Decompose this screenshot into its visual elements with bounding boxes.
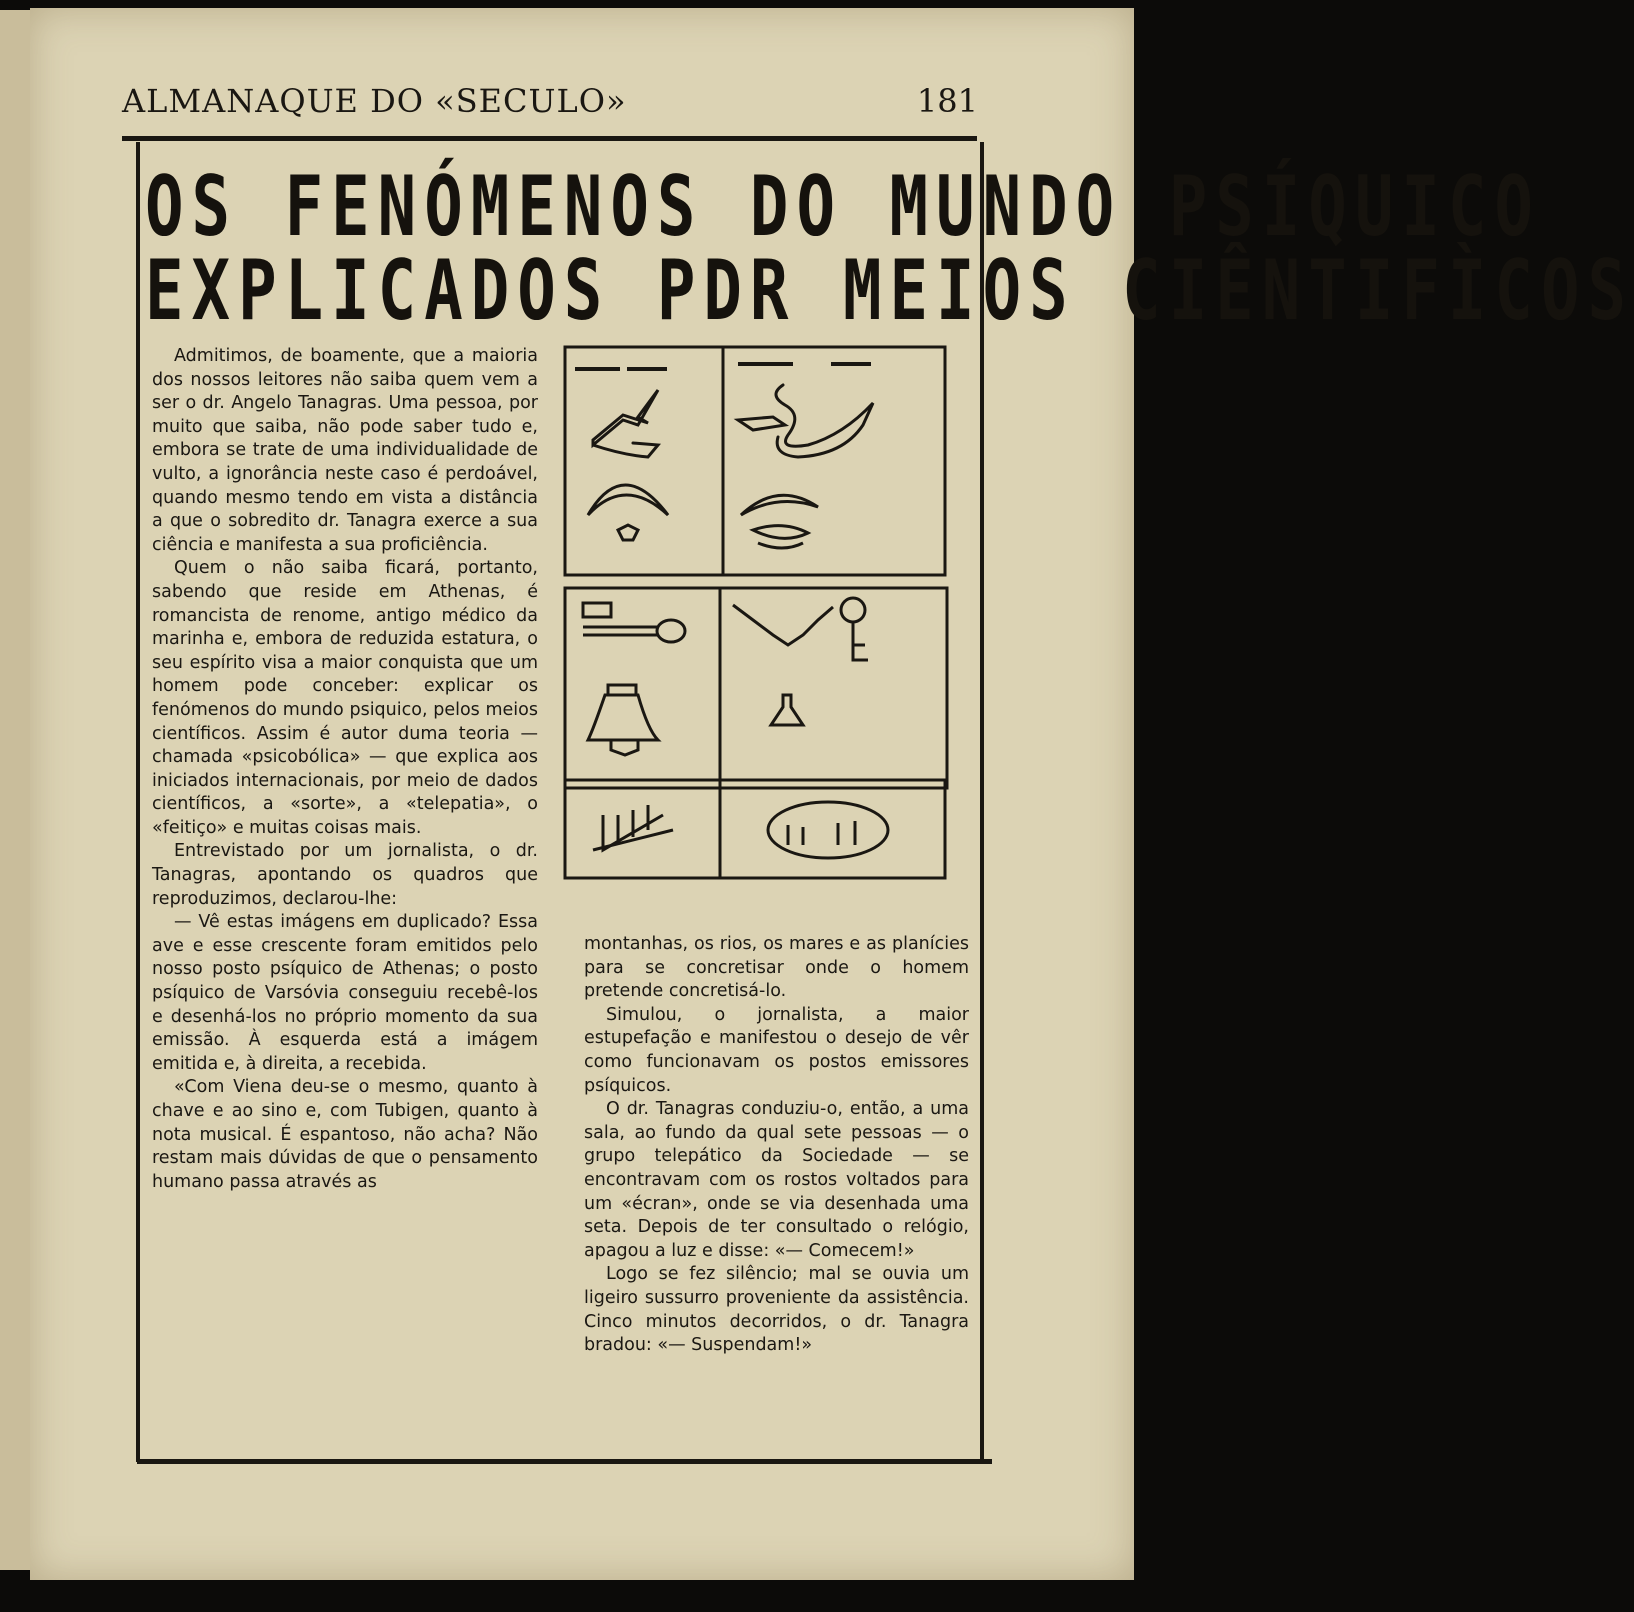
headline-line-1: OS FENÓMENOS DO MUNDO PSÍQUICO <box>145 159 1541 256</box>
crescent-icon <box>588 485 668 540</box>
caption-scribble-icon <box>831 362 871 366</box>
paragraph: Simulou, o jornalista, a maior estupefação e manifestou o desejo de vêr como funcionavam os postos emissores psíquicos. <box>584 1004 969 1096</box>
music-note-received-icon <box>768 802 888 858</box>
music-note-icon <box>593 805 673 850</box>
headline-line-2: EXPLICADOS PDR MEIOS CIÊNTIFÌCOS <box>145 243 1634 340</box>
paragraph: «Com Viena deu-se o mesmo, quanto à chave e ao sino e, com Tubigen, quanto à nota musical. É espantoso, não acha? Não restam mais dúvidas de que o pensamento humano passa através as <box>152 1077 538 1192</box>
paragraph: O dr. Tanagras conduziu-o, então, a uma sala, ao fundo da qual sete pessoas — o grupo telepático da Sociedade — se encontravam com os rostos voltados para um «écran», onde se via desenhada uma seta. Depois de ter consultado o relógio, apagou a luz e disse: «— Comecem!» <box>584 1099 969 1261</box>
paragraph: — Vê estas imágens em duplicado? Essa ave e esse crescente foram emitidos pelo nosso posto psíquico de Athenas; o posto psíquico de Varsóvia conseguiu recebê-los e desenhá-los no próprio momento da sua emissão. À esquerda está a imágem emitida e, à direita, a recebida. <box>152 912 538 1074</box>
caption-scribble-icon <box>738 362 793 366</box>
bottom-rule <box>137 1459 992 1464</box>
telepathy-drawings-figure <box>563 345 958 890</box>
page-number: 181 <box>916 82 978 120</box>
swan-icon <box>738 385 873 457</box>
key-icon <box>583 603 685 642</box>
crescent-received-icon <box>741 495 818 548</box>
paragraph: Logo se fez silêncio; mal se ouvia um ligeiro sussurro proveniente da assistência. Cinco minutos decorridos, o dr. Tanagra bradou: «— Suspendam!» <box>584 1264 969 1356</box>
paragraph: Admitimos, de boamente, que a maioria dos nossos leitores não saiba quem vem a ser o dr. Angelo Tanagras. Uma pessoa, por muito que saiba, não pode saber tudo e, embora se trate de uma individualidade de vulto, a ignorância neste caso é perdoável, quando mesmo tendo em vista a distância a que o sobredito dr. Tanagra exerce a sua ciência e manifesta a sua proficiência. <box>152 346 538 555</box>
star-icon <box>618 525 638 540</box>
left-column <box>152 345 538 1194</box>
facing-page-edge <box>0 10 30 1570</box>
key-chain-icon <box>733 598 868 660</box>
top-rule <box>122 136 977 141</box>
right-column <box>584 933 969 1358</box>
caption-scribble-icon <box>575 367 620 371</box>
drawings-illustration <box>563 345 958 890</box>
bell-received-icon <box>771 695 803 725</box>
running-header <box>122 82 978 122</box>
paragraph: montanhas, os rios, os mares e as planícies para se concretisar onde o homem pretende concretisá-lo. <box>584 934 969 1002</box>
bird-icon <box>593 390 658 457</box>
paragraph: Quem o não saiba ficará, portanto, sabendo que reside em Athenas, é romancista de renome, antigo médico da marinha e, embora de reduzida estatura, o seu espírito visa a maior conquista que um homem pode conceber: explicar os fenómenos do mundo psiquico, pelos meios científicos. Assim é autor duma teoria — chamada «psicobólica» — que explica aos iniciados internacionais, por meio de dados científicos, a «sorte», a «telepatia», o «feitiço» e muitas coisas mais. <box>152 558 538 838</box>
running-title: ALMANAQUE DO «SECULO» <box>122 82 627 120</box>
caption-scribble-icon <box>627 367 667 371</box>
panel-key-bell <box>565 588 947 788</box>
bell-icon <box>588 685 658 755</box>
paragraph: Entrevistado por um jornalista, o dr. Tanagras, apontando os quadros que reproduzimos, declarou-lhe: <box>152 841 538 909</box>
